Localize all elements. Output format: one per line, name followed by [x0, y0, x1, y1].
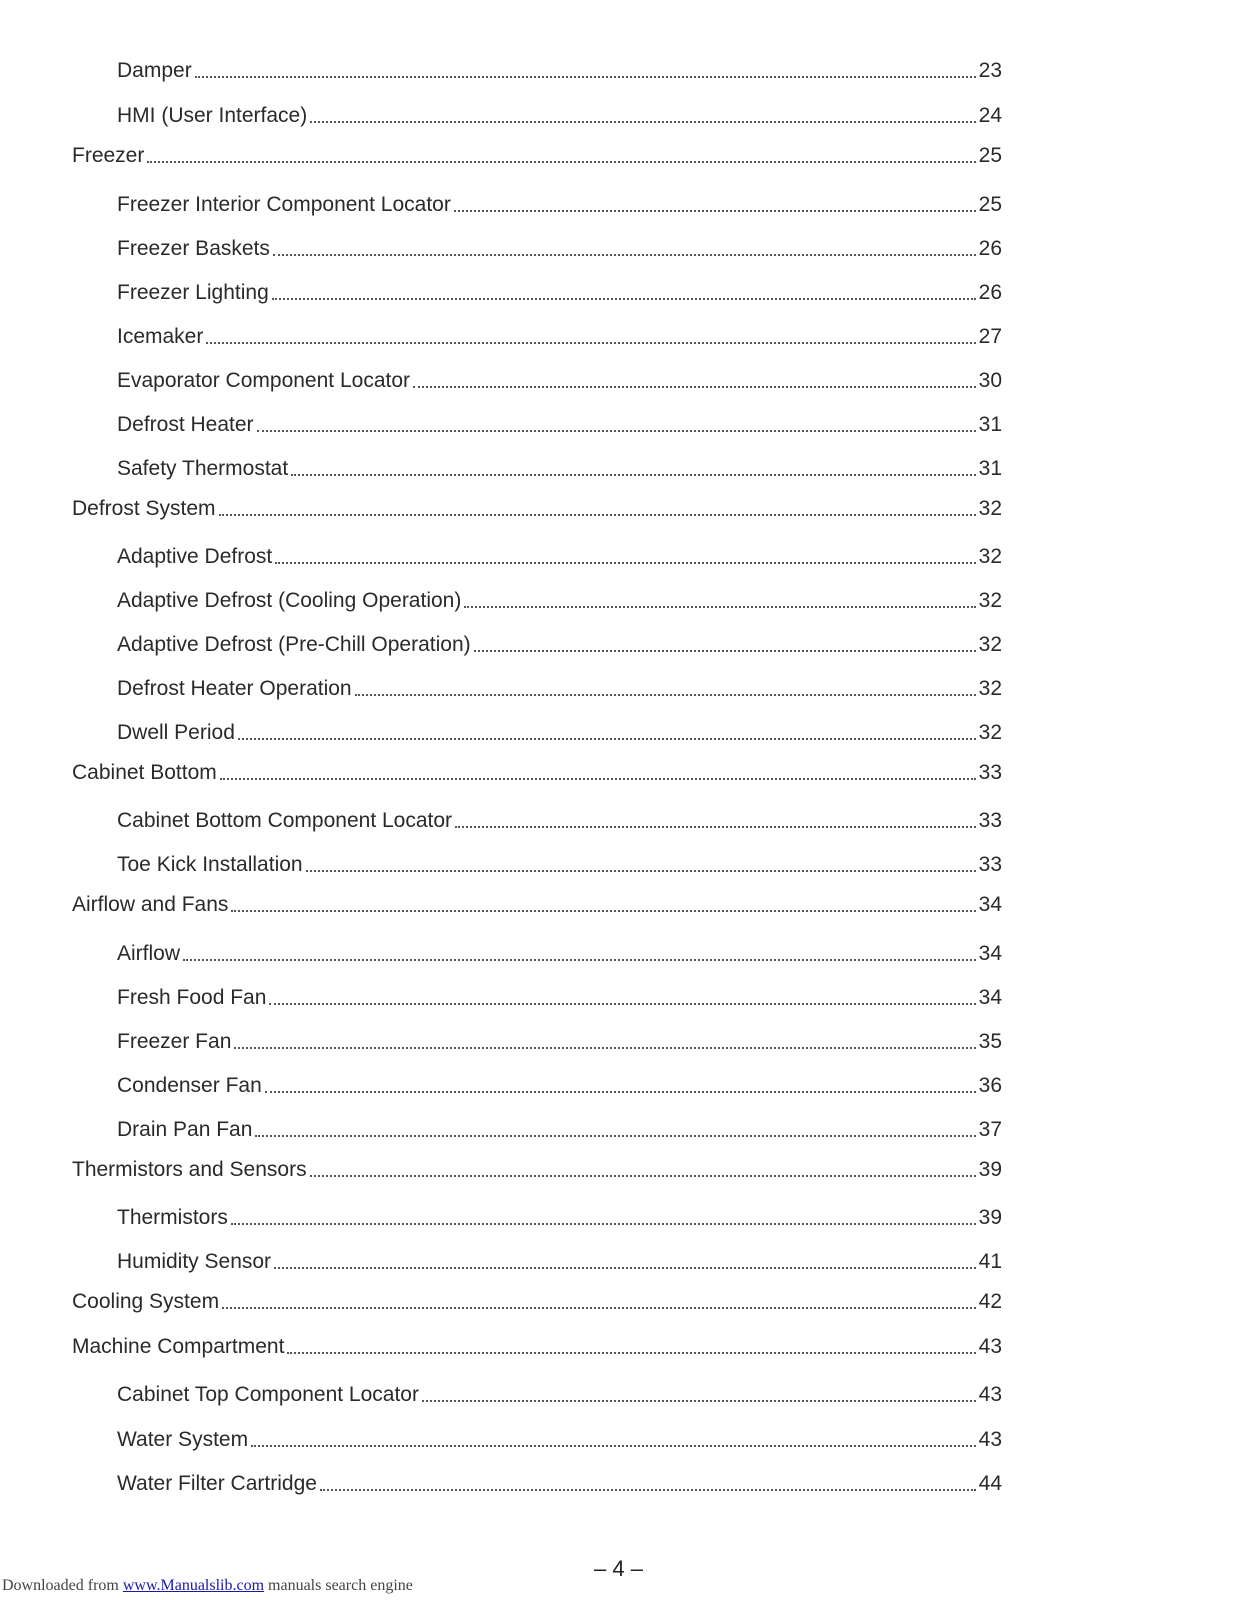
toc-entry-page: 31 — [978, 457, 1002, 480]
toc-entry-page: 37 — [978, 1118, 1002, 1141]
toc-entry-page: 33 — [978, 809, 1002, 832]
toc-entry-title: Evaporator Component Locator — [117, 369, 411, 392]
toc-entry-page: 32 — [978, 633, 1002, 656]
toc-entry[interactable] — [72, 1157, 1002, 1183]
dot-leader — [222, 1307, 976, 1309]
toc-entry-title: Toe Kick Installation — [117, 853, 303, 876]
toc-entry[interactable] — [117, 1073, 1002, 1099]
toc-entry-title: Adaptive Defrost — [117, 545, 273, 568]
dot-leader — [183, 959, 976, 961]
toc-entry-title: HMI (User Interface) — [117, 104, 308, 127]
toc-entry-page: 34 — [978, 942, 1002, 965]
toc-entry-title: Freezer Lighting — [117, 281, 269, 304]
tagline: manuals search engine — [268, 1577, 413, 1594]
toc-entry[interactable] — [117, 456, 1002, 482]
toc-entry-page: 30 — [978, 369, 1002, 392]
toc-entry-page: 32 — [978, 497, 1002, 520]
toc-entry-title: Cabinet Top Component Locator — [117, 1383, 419, 1406]
dot-leader — [306, 870, 976, 872]
dot-leader — [291, 474, 975, 476]
toc-entry-title: Defrost System — [72, 497, 216, 520]
dot-leader — [219, 514, 976, 516]
toc-entry-page: 44 — [978, 1472, 1002, 1495]
dot-leader — [238, 738, 976, 740]
toc-entry[interactable] — [117, 280, 1002, 306]
toc-entry-title: Freezer Fan — [117, 1030, 232, 1053]
toc-entry-title: Airflow and Fans — [72, 893, 229, 916]
toc-entry-title: Thermistors — [117, 1206, 228, 1229]
toc-entry-page: 24 — [978, 104, 1002, 127]
toc-entry[interactable] — [117, 808, 1002, 834]
dot-leader — [310, 121, 975, 123]
manualslib-link[interactable]: www.Manualslib.com — [122, 1577, 265, 1594]
toc-entry-page: 33 — [978, 853, 1002, 876]
toc-entry-title: Freezer Baskets — [117, 237, 270, 260]
dot-leader — [422, 1400, 976, 1402]
toc-entry[interactable] — [72, 1289, 1002, 1315]
toc-entry-title: Damper — [117, 59, 192, 82]
toc-entry[interactable] — [117, 720, 1002, 746]
dot-leader — [234, 1047, 975, 1049]
toc-entry-title: Freezer Interior Component Locator — [117, 193, 451, 216]
toc-entry[interactable] — [117, 985, 1002, 1011]
dot-leader — [147, 161, 975, 163]
dot-leader — [251, 1445, 976, 1447]
toc-entry[interactable] — [117, 1029, 1002, 1055]
toc-entry-page: 34 — [978, 986, 1002, 1009]
toc-entry-page: 27 — [978, 325, 1002, 348]
toc-entry-title: Machine Compartment — [72, 1335, 285, 1358]
toc-entry[interactable] — [72, 892, 1002, 918]
toc-entry[interactable] — [117, 1382, 1002, 1408]
toc-entry[interactable] — [117, 1205, 1002, 1231]
dot-leader — [454, 210, 976, 212]
dot-leader — [273, 254, 976, 256]
toc-entry[interactable] — [72, 760, 1002, 786]
dot-leader — [474, 650, 976, 652]
toc-entry-page: 42 — [978, 1290, 1002, 1313]
dot-leader — [355, 694, 976, 696]
toc-entry[interactable] — [117, 852, 1002, 878]
toc-entry-title: Defrost Heater Operation — [117, 677, 352, 700]
toc-entry-page: 26 — [978, 281, 1002, 304]
toc-entry-page: 34 — [978, 893, 1002, 916]
toc-entry-title: Drain Pan Fan — [117, 1118, 253, 1141]
toc-entry[interactable] — [117, 1117, 1002, 1143]
toc-entry-title: Condenser Fan — [117, 1074, 262, 1097]
dot-leader — [464, 606, 975, 608]
toc-entry-page: 32 — [978, 677, 1002, 700]
dot-leader — [310, 1175, 976, 1177]
toc-entry[interactable] — [117, 632, 1002, 658]
toc-entry-title: Adaptive Defrost (Pre-Chill Operation) — [117, 633, 471, 656]
toc-entry[interactable] — [117, 1427, 1002, 1453]
toc-entry-page: 43 — [978, 1428, 1002, 1451]
toc-entry-page: 32 — [978, 721, 1002, 744]
dot-leader — [231, 1223, 976, 1225]
toc-entry[interactable] — [117, 103, 1002, 129]
toc-entry-title: Water Filter Cartridge — [117, 1472, 317, 1495]
toc-entry-title: Fresh Food Fan — [117, 986, 267, 1009]
toc-entry-page: 43 — [978, 1335, 1002, 1358]
toc-entry[interactable] — [117, 192, 1002, 218]
toc-entry-title: Cooling System — [72, 1290, 220, 1313]
toc-entry-title: Airflow — [117, 942, 181, 965]
toc-entry-page: 26 — [978, 237, 1002, 260]
toc-entry[interactable] — [117, 676, 1002, 702]
dot-leader — [269, 1003, 975, 1005]
toc-entry-title: Thermistors and Sensors — [72, 1158, 307, 1181]
toc-entry-title: Cabinet Bottom — [72, 761, 217, 784]
toc-entry[interactable] — [72, 1334, 1002, 1360]
dot-leader — [255, 1135, 975, 1137]
toc-entry-page: 32 — [978, 589, 1002, 612]
toc-entry[interactable] — [117, 58, 1002, 84]
dot-leader — [220, 778, 976, 780]
toc-entry-page: 41 — [978, 1250, 1002, 1273]
dot-leader — [272, 298, 976, 300]
dot-leader — [455, 826, 976, 828]
dot-leader — [274, 1267, 976, 1269]
dot-leader — [231, 910, 975, 912]
dot-leader — [257, 430, 976, 432]
toc-entry[interactable] — [117, 324, 1002, 350]
toc-entry-page: 31 — [978, 413, 1002, 436]
toc-entry[interactable] — [117, 236, 1002, 262]
dot-leader — [413, 386, 976, 388]
toc-entry-title: Cabinet Bottom Component Locator — [117, 809, 453, 832]
toc-entry-title: Safety Thermostat — [117, 457, 289, 480]
toc-entry-title: Adaptive Defrost (Cooling Operation) — [117, 589, 462, 612]
toc-entry-page: 43 — [978, 1383, 1002, 1406]
toc-entry-title: Dwell Period — [117, 721, 235, 744]
toc-entry[interactable] — [117, 1249, 1002, 1275]
toc-entry-title: Humidity Sensor — [117, 1250, 272, 1273]
toc-entry-page: 25 — [978, 144, 1002, 167]
dot-leader — [275, 562, 975, 564]
page-number: – 4 – — [594, 1556, 643, 1581]
downloaded-from-label: Downloaded from — [2, 1577, 119, 1594]
toc-entry[interactable] — [117, 588, 1002, 614]
toc-entry[interactable] — [117, 412, 1002, 438]
toc-entry-page: 23 — [978, 59, 1002, 82]
toc-entry-page: 25 — [978, 193, 1002, 216]
toc-entry[interactable] — [117, 368, 1002, 394]
toc-entry[interactable] — [72, 143, 1002, 169]
toc-entry[interactable] — [117, 1471, 1002, 1497]
toc-entry-page: 33 — [978, 761, 1002, 784]
toc-entry-title: Icemaker — [117, 325, 204, 348]
toc-entry-page: 35 — [978, 1030, 1002, 1053]
toc-entry-page: 39 — [978, 1206, 1002, 1229]
toc-entry[interactable] — [117, 941, 1002, 967]
toc-entry-page: 36 — [978, 1074, 1002, 1097]
toc-entry-title: Defrost Heater — [117, 413, 254, 436]
dot-leader — [265, 1091, 976, 1093]
download-source — [2, 1577, 413, 1595]
dot-leader — [206, 342, 975, 344]
dot-leader — [195, 76, 976, 78]
toc-entry[interactable] — [117, 544, 1002, 570]
toc-entry-title: Water System — [117, 1428, 249, 1451]
toc-entry-title: Freezer — [72, 144, 145, 167]
dot-leader — [320, 1489, 976, 1491]
toc-entry[interactable] — [72, 496, 1002, 522]
toc-entry-page: 32 — [978, 545, 1002, 568]
dot-leader — [287, 1352, 975, 1354]
toc-entry-page: 39 — [978, 1158, 1002, 1181]
